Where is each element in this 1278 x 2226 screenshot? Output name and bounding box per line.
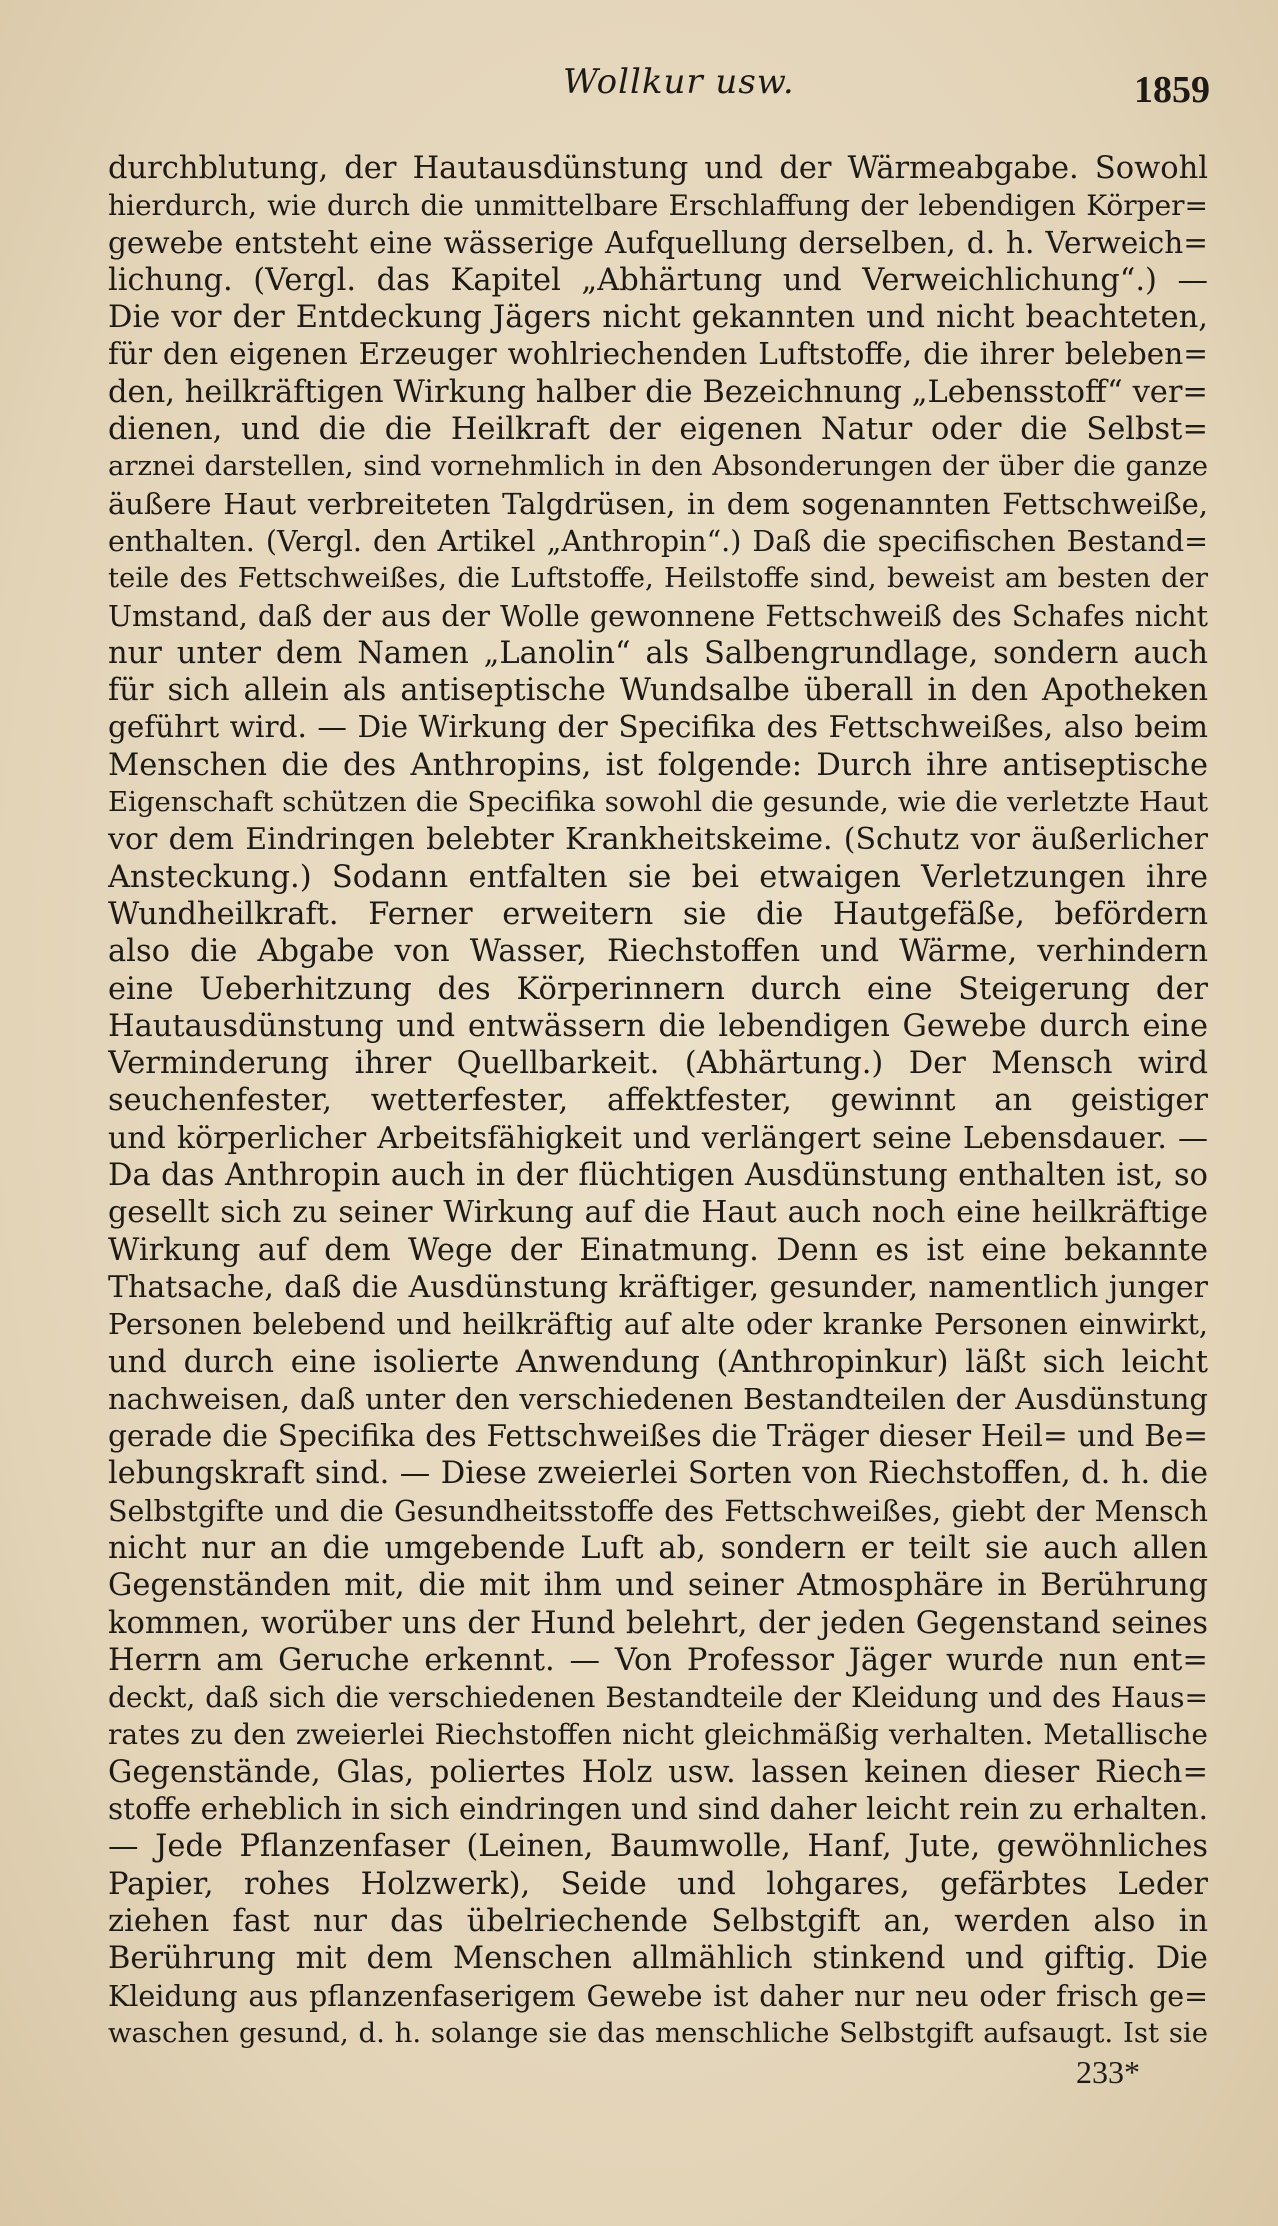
- text-line: arznei darstellen, sind vornehmlich in den Absonderungen der über die ganze: [108, 450, 1208, 483]
- text-line: und körperlicher Arbeitsfähigkeit und verlängert seine Lebensdauer. —: [108, 1120, 1208, 1156]
- text-line: also die Abgabe von Wasser, Riechstoffen und Wärme, verhindern: [108, 934, 1208, 970]
- text-line: Selbstgifte und die Gesundheitsstoffe des Fettschweißes, giebt der Mensch: [108, 1494, 1208, 1528]
- text-line: Kleidung aus pflanzenfaserigem Gewebe ist daher nur neu oder frisch ge=: [108, 1979, 1208, 2013]
- text-line: äußere Haut verbreiteten Talgdrüsen, in dem sogenannten Fettschweiße,: [108, 486, 1208, 521]
- text-line: Gegenstände, Glas, poliertes Holz usw. lassen keinen dieser Riech=: [108, 1754, 1208, 1790]
- text-line: Thatsache, daß die Ausdünstung kräftiger, gesunder, namentlich junger: [108, 1269, 1208, 1305]
- text-line: gerade die Specifika des Fettschweißes die Träger dieser Heil= und Be=: [108, 1419, 1208, 1454]
- text-line: nachweisen, daß unter den verschiedenen Bestandteilen der Ausdünstung: [108, 1381, 1208, 1416]
- text-line: Hautausdünstung und entwässern die lebendigen Gewebe durch eine: [108, 1008, 1208, 1044]
- page-number: 1859: [1134, 69, 1210, 111]
- text-line: durchblutung, der Hautausdünstung und der Wärmeabgabe. Sowohl: [108, 151, 1208, 186]
- printer-signature: 233*: [1076, 2054, 1140, 2090]
- text-line: stoffe erheblich in sich eindringen und sind daher leicht rein zu erhalten.: [108, 1792, 1208, 1827]
- text-line: eine Ueberhitzung des Körperinnern durch eine Steigerung der: [108, 971, 1208, 1007]
- text-line: rates zu den zweierlei Riechstoffen nicht gleichmäßig verhalten. Metallische: [108, 1718, 1208, 1752]
- text-line: hierdurch, wie durch die unmittelbare Erschlaffung der lebendigen Körper=: [108, 189, 1208, 223]
- text-line: kommen, worüber uns der Hund belehrt, der jeden Gegenstand seines: [108, 1605, 1208, 1641]
- text-line: vor dem Eindringen belebter Krankheitskeime. (Schutz vor äußerlicher: [108, 822, 1208, 858]
- text-line: geführt wird. — Die Wirkung der Specifika des Fettschweißes, also beim: [108, 710, 1208, 745]
- text-line: den, heilkräftigen Wirkung halber die Bezeichnung „Lebensstoff“ ver=: [108, 374, 1208, 410]
- text-line: Wirkung auf dem Wege der Einatmung. Denn es ist eine bekannte: [108, 1232, 1208, 1268]
- text-line: enthalten. (Vergl. den Artikel „Anthropin“.) Daß die specifischen Bestand=: [108, 524, 1208, 558]
- text-line: Die vor der Entdeckung Jägers nicht gekannten und nicht beachteten,: [108, 300, 1208, 336]
- text-line: Berührung mit dem Menschen allmählich stinkend und giftig. Die: [108, 1941, 1208, 1977]
- text-line: ziehen fast nur das übelriechende Selbstgift an, werden also in: [108, 1903, 1208, 1939]
- text-line: Ansteckung.) Sodann entfalten sie bei etwaigen Verletzungen ihre: [108, 859, 1208, 895]
- text-line: Da das Anthropin auch in der flüchtigen Ausdünstung enthalten ist, so: [108, 1158, 1208, 1194]
- text-line: Personen belebend und heilkräftig auf alte oder kranke Personen einwirkt,: [108, 1308, 1208, 1342]
- text-line: waschen gesund, d. h. solange sie das menschliche Selbstgift aufsaugt. Ist sie: [108, 2016, 1208, 2049]
- text-line: teile des Fettschweißes, die Luftstoffe, Heilstoffe sind, beweist am besten der: [108, 562, 1208, 595]
- text-line: dienen, und die die Heilkraft der eigenen Natur oder die Selbst=: [108, 412, 1208, 448]
- text-line: nicht nur an die umgebende Luft ab, sondern er teilt sie auch allen: [108, 1530, 1208, 1566]
- text-line: seuchenfester, wetterfester, affektfester, gewinnt an geistiger: [108, 1083, 1208, 1119]
- text-line: Herrn am Geruche erkennt. — Von Professor Jäger wurde nun ent=: [108, 1642, 1208, 1678]
- text-line: Menschen die des Anthropins, ist folgende: Durch ihre antiseptische: [108, 747, 1208, 783]
- body-text: [108, 150, 1208, 2052]
- text-line: für sich allein als antiseptische Wundsalbe überall in den Apotheken: [108, 673, 1208, 709]
- text-line: lebungskraft sind. — Diese zweierlei Sorten von Riechstoffen, d. h. die: [108, 1456, 1208, 1492]
- text-line: und durch eine isolierte Anwendung (Anthropinkur) läßt sich leicht: [108, 1344, 1208, 1380]
- text-line: Gegenständen mit, die mit ihm und seiner Atmosphäre in Berührung: [108, 1568, 1208, 1604]
- text-line: lichung. (Vergl. das Kapitel „Abhärtung und Verweichlichung“.) —: [108, 262, 1208, 298]
- text-line: Wundheilkraft. Ferner erweitern sie die Hautgefäße, befördern: [108, 896, 1208, 932]
- text-line: Papier, rohes Holzwerk), Seide und lohgares, gefärbtes Leder: [108, 1866, 1208, 1902]
- running-head: Wollkur usw.: [563, 62, 795, 102]
- text-line: Umstand, daß der aus der Wolle gewonnene Fettschweiß des Schafes nicht: [108, 599, 1208, 633]
- text-line: gewebe entsteht eine wässerige Aufquellung derselben, d. h. Verweich=: [108, 225, 1208, 260]
- text-line: für den eigenen Erzeuger wohlriechenden Luftstoffe, die ihrer beleben=: [108, 337, 1208, 372]
- text-line: — Jede Pflanzenfaser (Leinen, Baumwolle, Hanf, Jute, gewöhnliches: [108, 1829, 1208, 1865]
- text-line: deckt, daß sich die verschiedenen Bestandteile der Kleidung und des Haus=: [108, 1681, 1208, 1715]
- text-line: gesellt sich zu seiner Wirkung auf die Haut auch noch eine heilkräftige: [108, 1195, 1208, 1231]
- text-line: Eigenschaft schützen die Specifika sowohl die gesunde, wie die verletzte Haut: [108, 786, 1208, 819]
- text-line: nur unter dem Namen „Lanolin“ als Salbengrundlage, sondern auch: [108, 635, 1208, 671]
- text-line: Verminderung ihrer Quellbarkeit. (Abhärtung.) Der Mensch wird: [108, 1046, 1208, 1082]
